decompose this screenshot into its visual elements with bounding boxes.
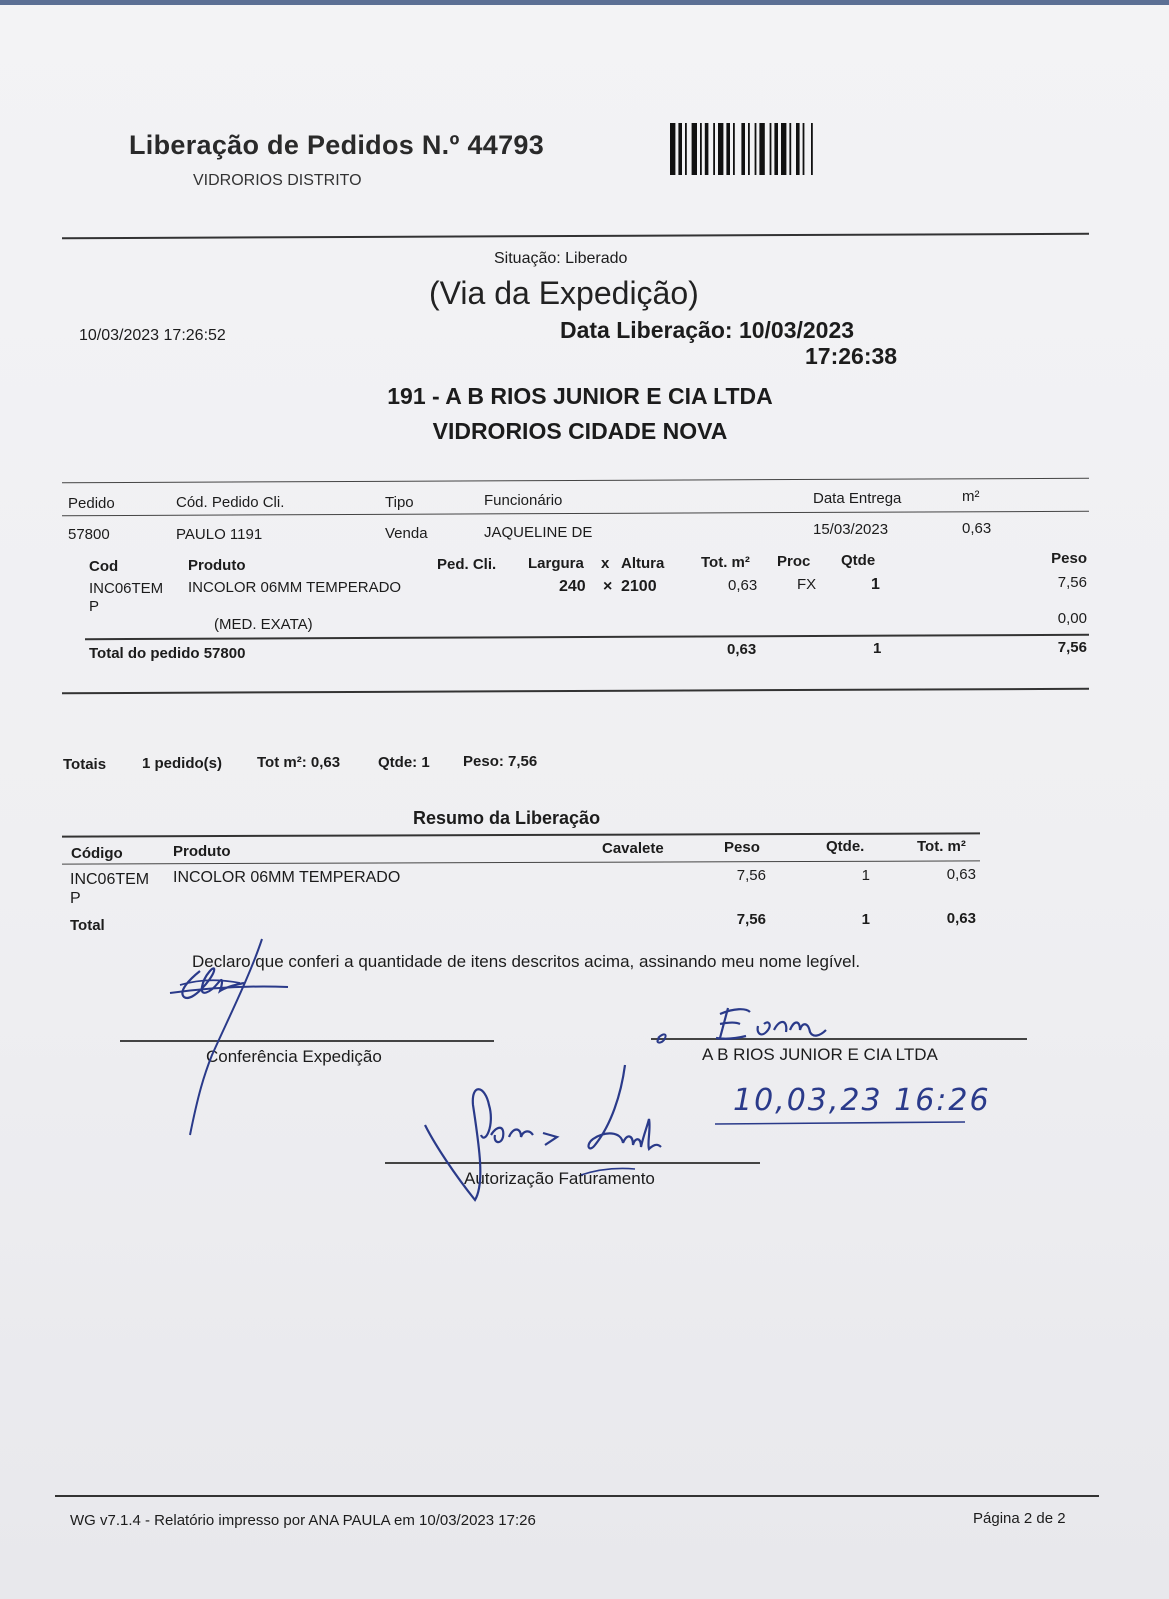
status-label: Situação: Liberado — [494, 250, 628, 267]
customer-name: 191 - A B RIOS JUNIOR E CIA LTDA — [387, 383, 773, 409]
col-header-largura: Largura — [528, 555, 584, 572]
summary-title: Resumo da Liberação — [413, 808, 601, 828]
order-total-qtde: 1 — [873, 640, 882, 657]
col-header-pedido: Pedido — [68, 495, 115, 512]
summary-peso: 7,56 — [736, 867, 766, 884]
conferencia-label: Conferência Expedição — [206, 1047, 382, 1066]
col-header-produto: Produto — [188, 557, 246, 574]
client-signature-label: A B RIOS JUNIOR E CIA LTDA — [702, 1045, 938, 1064]
item-altura: 2100 — [621, 578, 657, 595]
col-header-peso: Peso — [1051, 550, 1087, 567]
order-pedido: 57800 — [68, 526, 110, 543]
totals-peso: Peso: 7,56 — [463, 753, 538, 770]
item-largura: 240 — [559, 578, 586, 595]
summary-col-tot-m2: Tot. m² — [917, 838, 966, 855]
summary-col-qtde: Qtde. — [826, 838, 865, 855]
client-handwritten-signature — [650, 1000, 890, 1050]
col-header-data-entrega: Data Entrega — [813, 490, 902, 507]
customer-store: VIDRORIOS CIDADE NOVA — [432, 418, 728, 444]
item-cod-line2: P — [89, 598, 100, 615]
handwritten-date: 10,03,23 16:26 — [733, 1083, 991, 1118]
summary-col-codigo: Código — [71, 845, 123, 862]
release-time: 17:26:38 — [805, 343, 898, 369]
col-header-m2: m² — [962, 488, 980, 505]
order-funcionario: JAQUELINE DE — [484, 524, 593, 541]
col-header-tipo: Tipo — [385, 494, 414, 511]
summary-codigo-line1: INC06TEM — [70, 871, 150, 888]
issuer-company: VIDRORIOS DISTRITO — [193, 172, 362, 189]
item-peso: 7,56 — [1057, 574, 1087, 591]
totals-label: Totais — [63, 756, 107, 773]
document-title: Liberação de Pedidos N.º 44793 — [129, 130, 545, 160]
summary-col-peso: Peso — [724, 839, 760, 856]
order-data-entrega: 15/03/2023 — [813, 521, 889, 538]
declaration-text: Declaro que conferi a quantidade de itens descritos acima, assinando meu nome legível. — [192, 952, 861, 971]
handwritten-date-underline — [715, 1120, 975, 1128]
item-note: (MED. EXATA) — [214, 616, 313, 633]
summary-produto: INCOLOR 06MM TEMPERADO — [173, 869, 401, 886]
barcode-icon — [670, 123, 852, 175]
summary-tot-m2: 0,63 — [946, 866, 976, 883]
col-header-funcionario: Funcionário — [484, 492, 563, 509]
col-header-cod: Cod — [89, 558, 119, 575]
conferencia-handwritten-signature — [160, 935, 300, 1135]
order-m2: 0,63 — [962, 520, 992, 537]
print-timestamp: 10/03/2023 17:26:52 — [79, 327, 226, 344]
col-header-altura: Altura — [621, 555, 665, 572]
col-header-tot-m2: Tot. m² — [701, 554, 750, 571]
order-total-m2: 0,63 — [727, 641, 757, 658]
autorizacao-label: Autorização Faturamento — [464, 1169, 655, 1188]
col-header-qtde: Qtde — [841, 552, 876, 569]
col-header-cod-pedido-cli: Cód. Pedido Cli. — [176, 494, 285, 511]
order-tipo: Venda — [385, 525, 428, 542]
totals-m2: Tot m²: 0,63 — [257, 754, 341, 771]
footer-printed-by: WG v7.1.4 - Relatório impresso por ANA PAULA em 10/03/2023 17:26 — [70, 1512, 536, 1529]
copy-label: (Via da Expedição) — [429, 275, 699, 311]
footer-rule — [55, 1495, 1099, 1497]
summary-total-label: Total — [70, 917, 105, 934]
item-produto: INCOLOR 06MM TEMPERADO — [188, 579, 402, 596]
release-date: Data Liberação: 10/03/2023 — [560, 317, 855, 343]
footer-page-number: Página 2 de 2 — [973, 1510, 1066, 1527]
col-header-x: x — [601, 555, 610, 572]
item-proc: FX — [797, 576, 817, 593]
document-page — [0, 5, 1169, 1599]
order-total-label: Total do pedido 57800 — [89, 645, 246, 662]
order-cod-pedido-cli: PAULO 1191 — [176, 526, 263, 543]
summary-total-peso: 7,56 — [736, 911, 766, 928]
summary-total-tot-m2: 0,63 — [946, 910, 976, 927]
summary-codigo-line2: P — [70, 890, 81, 907]
summary-col-produto: Produto — [173, 843, 231, 860]
totals-pedidos: 1 pedido(s) — [142, 755, 223, 772]
summary-total-qtde: 1 — [861, 911, 870, 928]
totals-qtde: Qtde: 1 — [378, 754, 430, 771]
autorizacao-handwritten-signature — [425, 1065, 695, 1205]
order-total-peso: 7,56 — [1057, 639, 1087, 656]
item-note-peso: 0,00 — [1057, 610, 1087, 627]
summary-col-cavalete: Cavalete — [602, 840, 664, 857]
item-qtde: 1 — [871, 576, 880, 593]
summary-qtde: 1 — [861, 867, 870, 884]
col-header-ped-cli: Ped. Cli. — [437, 556, 497, 573]
col-header-proc: Proc — [777, 553, 811, 570]
item-tot-m2: 0,63 — [728, 577, 758, 594]
item-x: × — [603, 578, 613, 595]
item-cod-line1: INC06TEM — [89, 580, 164, 597]
